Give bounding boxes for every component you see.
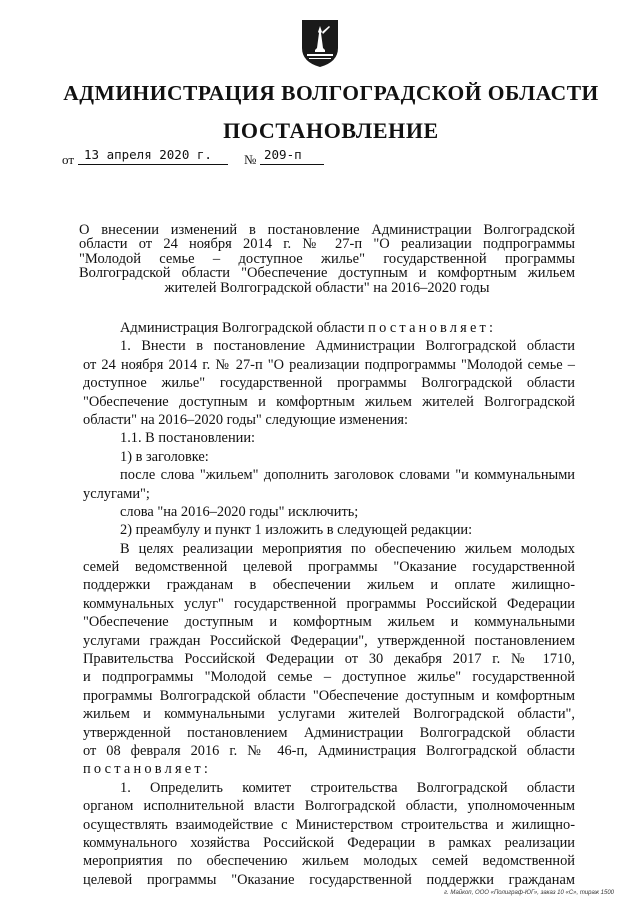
body-line: 1. Внести в постановление Администрации Волгоградской области xyxy=(120,338,575,355)
body-line: 2) преамбулу и пункт 1 изложить в следующей редакции: xyxy=(120,522,473,539)
body-line: поддержки гражданам в обеспечении жильем и оплате жилищно- xyxy=(83,577,575,594)
title-line: жителей Волгоградской области" на 2016–2020 годы xyxy=(164,279,490,296)
title-line: области от 24 ноября 2014 г. № 27-п "О реализации подпрограммы xyxy=(79,236,575,253)
intro-prefix: Администрация Волгоградской области xyxy=(120,320,365,336)
body-line: "Обеспечение доступным и комфортным жильем жителей Волгоградской xyxy=(83,393,575,410)
document-type: ПОСТАНОВЛЕНИЕ xyxy=(223,118,439,143)
organization-name: АДМИНИСТРАЦИЯ ВОЛГОГРАДСКОЙ ОБЛАСТИ xyxy=(63,81,599,105)
print-imprint: г. Майкоп, ООО «Полиграф-ЮГ», заказ 10 «С», тираж 1500 xyxy=(444,890,614,896)
title-line: Волгоградской области "Обеспечение доступным и комфортным жильем xyxy=(79,265,575,282)
body-line: утвержденной постановлением Администрации Волгоградской области xyxy=(83,724,575,741)
body-line: 1.1. В постановлении: xyxy=(120,430,256,447)
body-line: осуществлять взаимодействие с Министерством строительства и жилищно- xyxy=(83,816,575,833)
body-line: коммунальных услуг" государственной программы Российской Федерации xyxy=(83,595,575,612)
body-line: жильем и коммунальными услугами жителей Волгоградской области", xyxy=(83,706,575,723)
body-line: коммунального хозяйства Российской Федерации в рамках реализации xyxy=(83,834,575,851)
date-from-label: от xyxy=(62,152,75,167)
document-date: 13 апреля 2020 г. xyxy=(84,147,212,162)
body-line: В целях реализации мероприятия по обеспечению жильем молодых xyxy=(120,540,575,557)
body-line: постановляет: xyxy=(83,761,212,778)
title-line: О внесении изменений в постановление Администрации Волгоградской xyxy=(79,222,575,238)
body-line: от 08 февраля 2016 г. № 46-п, Администрация Волгоградской области xyxy=(83,742,575,759)
body-line: 1) в заголовке: xyxy=(120,448,209,465)
body-line: после слова "жильем" дополнить заголовок словами "и коммунальными xyxy=(120,467,575,484)
dateline xyxy=(62,147,362,167)
intro-line xyxy=(83,319,575,337)
body-line: органом исполнительной власти Волгоградской области, уполномоченным xyxy=(83,798,575,815)
body-line: 1. Определить комитет строительства Волгоградской области xyxy=(120,779,575,796)
body-line: мероприятия по обеспечению жильем молодых семей ведомственной xyxy=(83,853,575,870)
body-line: от 24 ноября 2014 г. № 27-п "О реализации подпрограммы "Молодой семье – xyxy=(83,356,575,373)
document-title xyxy=(79,223,575,295)
title-line: "Молодой семье – доступное жилье" государственной программы xyxy=(79,250,575,267)
intro-resolves: постановляет: xyxy=(368,320,497,336)
number-underline xyxy=(260,164,324,165)
body-line: целевой программы "Оказание государственной поддержки гражданам xyxy=(83,871,575,888)
document-number: 209-п xyxy=(264,147,302,162)
document-body xyxy=(83,319,575,889)
date-underline xyxy=(78,164,228,165)
body-line: услугами"; xyxy=(83,485,150,502)
coat-of-arms-icon xyxy=(299,18,341,68)
body-line: слова "на 2016–2020 годы" исключить; xyxy=(120,503,359,520)
body-line: и подпрограммы "Молодой семье – доступное жилье" государственной xyxy=(83,669,575,686)
body-line: семей ведомственной целевой программы "Оказание государственной xyxy=(83,559,575,576)
number-label: № xyxy=(244,152,257,167)
body-line: Правительства Российской Федерации от 30 декабря 2017 г. № 1710, xyxy=(83,651,575,668)
body-line: услугами граждан Российской Федерации", утвержденной постановлением xyxy=(83,632,575,649)
body-line: доступное жилье" государственной программы Волгоградской области xyxy=(83,375,575,392)
body-line: области" на 2016–2020 годы" следующие изменения: xyxy=(83,411,408,428)
body-line: "Обеспечение доступным и комфортным жильем и коммунальными xyxy=(83,614,575,631)
body-line: программы Волгоградской области "Обеспечение доступным и комфортным xyxy=(83,687,575,704)
